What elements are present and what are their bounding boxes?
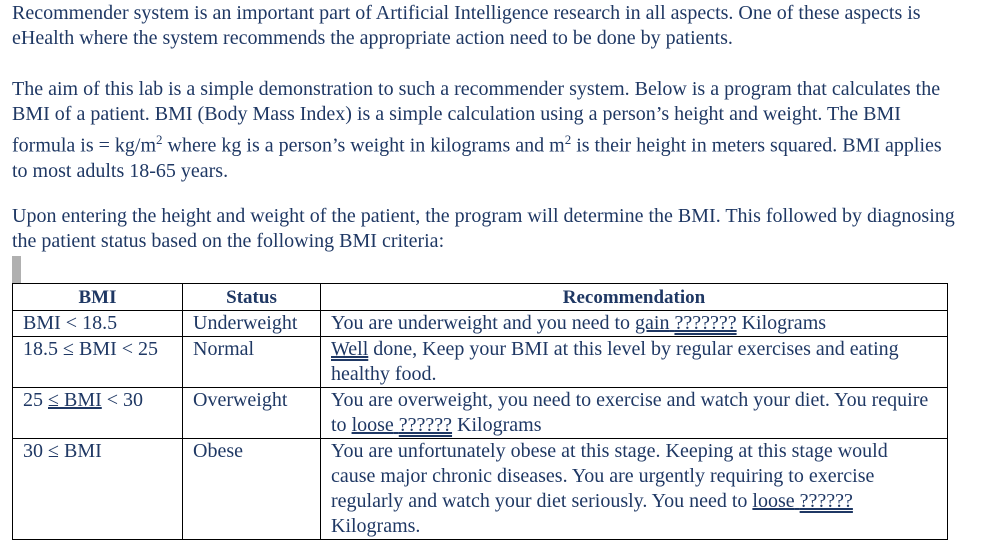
text-cursor-marker (12, 256, 21, 283)
recommendation-cell: Well done, Keep your BMI at this level by regular exercises and eating healthy food. (321, 337, 948, 388)
aim-text-2: where kg is a person’s weight in kilograms and m (162, 134, 565, 157)
recommendation-cell: You are overweight, you need to exercise and watch your diet. You require to loose ?????? Kilograms (321, 388, 948, 439)
recommendation-cell: You are unfortunately obese at this stage. Keeping at this stage would cause major chronic diseases. You are urgently requiring to exercise regularly and watch your diet seriously. You need to loose ?????? Kilograms. (321, 439, 948, 540)
header-bmi: BMI (13, 284, 183, 311)
table-row (13, 388, 948, 439)
header-recommendation: Recommendation (321, 284, 948, 311)
status-cell: Normal (183, 337, 321, 388)
bmi-criteria-table (12, 283, 948, 540)
bmi-cell: BMI < 18.5 (13, 311, 183, 337)
table-row (13, 311, 948, 337)
intro-paragraph: Recommender system is an important part of Artificial Intelligence research in all aspects. One of these aspects is eHealth where the system recommends the appropriate action need to be done by patients. (12, 2, 921, 49)
procedure-paragraph: Upon entering the height and weight of the patient, the program will determine the BMI. This followed by diagnosing the patient status based on the following BMI criteria: (12, 205, 955, 252)
bmi-cell: 30 ≤ BMI (13, 439, 183, 540)
superscript: 2 (156, 132, 163, 147)
status-cell: Obese (183, 439, 321, 540)
header-status: Status (183, 284, 321, 311)
bmi-cell: 18.5 ≤ BMI < 25 (13, 337, 183, 388)
status-cell: Underweight (183, 311, 321, 337)
table-row (13, 337, 948, 388)
aim-text-3: is their height in meters squared. BMI applies to most adults 18-65 years. (12, 134, 942, 182)
recommendation-cell: You are underweight and you need to gain ??????? Kilograms (321, 311, 948, 337)
bmi-cell: 25 ≤ BMI < 30 (13, 388, 183, 439)
status-cell: Overweight (183, 388, 321, 439)
aim-text-1: The aim of this lab is a simple demonstration to such a recommender system. Below is a program that calculates the BMI of a patient. BMI (Body Mass Index) is a simple calculation using a person’s height and weight. The BMI formula is = kg/m (12, 78, 941, 157)
superscript: 2 (564, 132, 572, 147)
table-row (13, 439, 948, 540)
table-header-row (13, 284, 948, 311)
aim-paragraph (12, 77, 962, 184)
